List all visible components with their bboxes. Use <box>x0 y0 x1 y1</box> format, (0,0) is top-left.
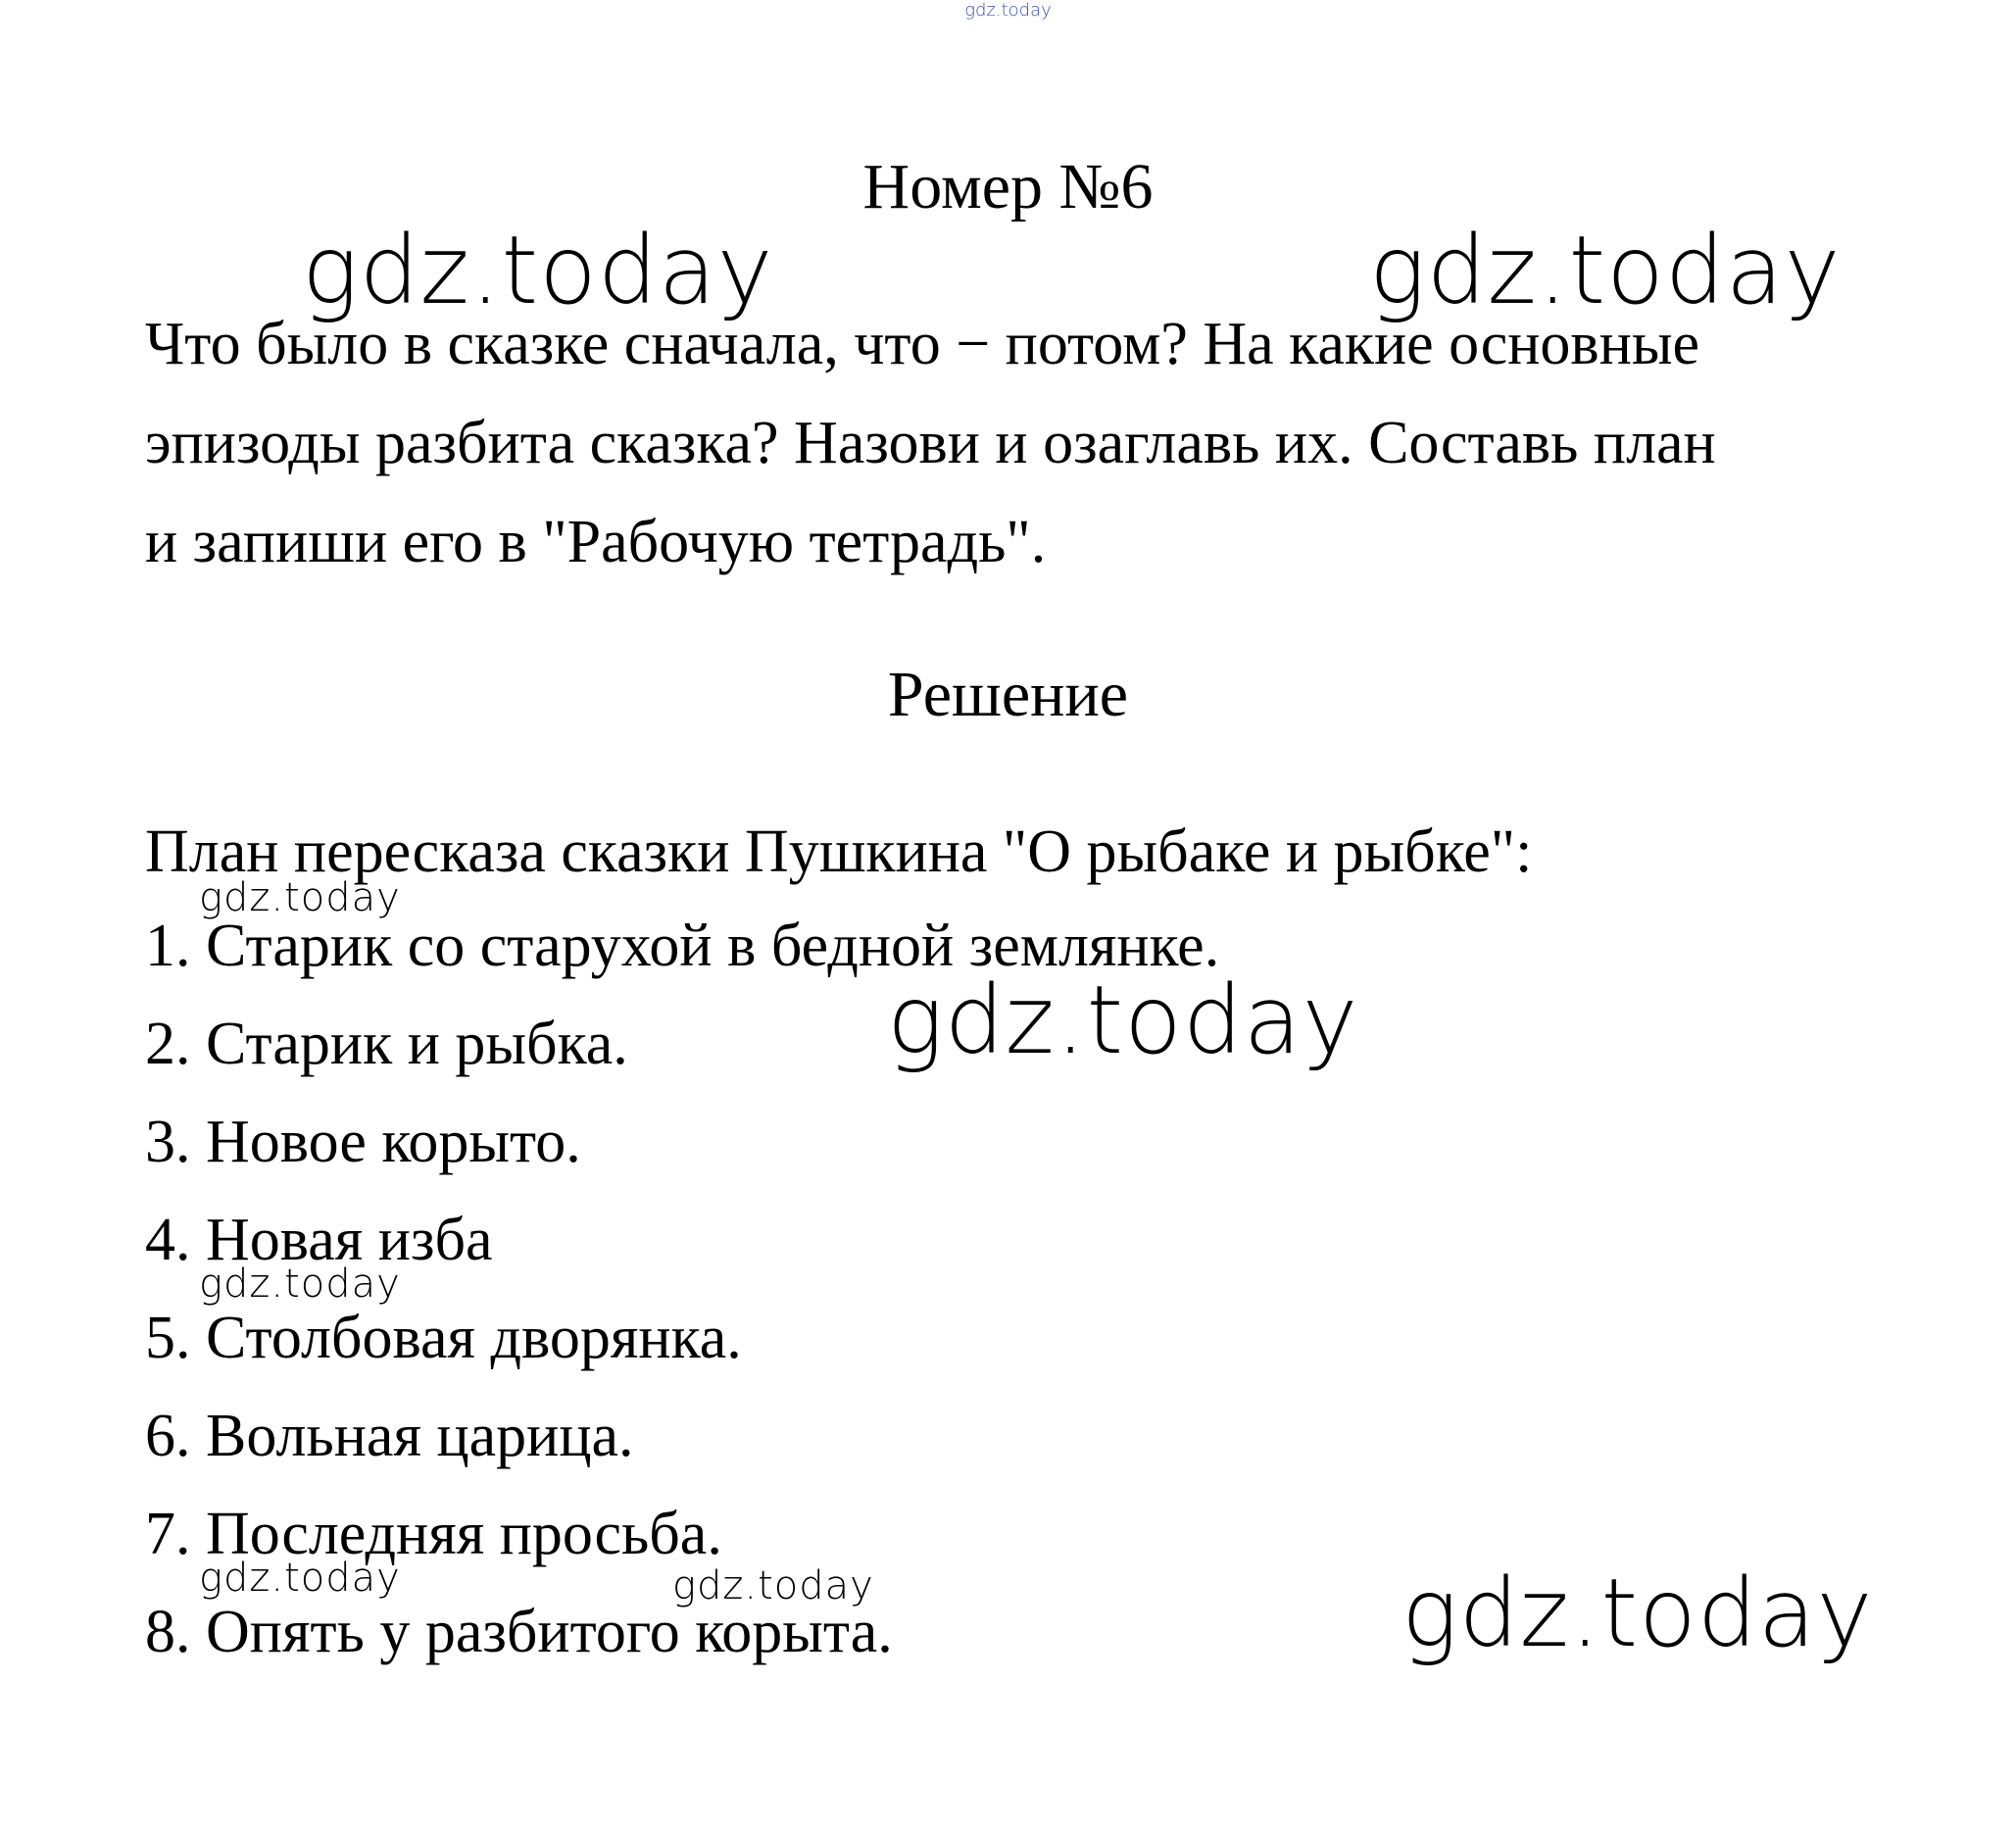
watermark: gdz.today <box>1401 1558 1874 1668</box>
plan-item: 5. Столбовая дворянка. <box>145 1305 742 1371</box>
watermark: gdz.today <box>199 1261 401 1307</box>
plan-item: 2. Старик и рыбка. <box>145 1011 628 1077</box>
question-line: и запиши его в "Рабочую тетрадь". <box>145 509 1047 575</box>
page-title: Номер №6 <box>862 151 1154 223</box>
plan-item: 4. Новая изба <box>145 1207 493 1273</box>
plan-item: 3. Новое корыто. <box>145 1109 581 1175</box>
question-line: эпизоды разбита сказка? Назови и озаглавь их. Составь план <box>145 410 1716 476</box>
solution-title: Решение <box>887 659 1129 730</box>
plan-heading: План пересказа сказки Пушкина "О рыбаке и рыбке": <box>145 818 1533 885</box>
plan-item: 8. Опять у разбитого корыта. <box>145 1599 893 1665</box>
watermark: gdz.today <box>199 1556 401 1601</box>
watermark: gdz.today <box>199 875 401 920</box>
watermark: gdz.today <box>672 1563 874 1608</box>
task-question <box>145 295 1899 592</box>
plan-item: 7. Последняя просьба. <box>145 1501 722 1567</box>
watermark: gdz.today <box>1369 216 1842 325</box>
watermark-top: gdz.today <box>964 0 1052 21</box>
watermark: gdz.today <box>887 965 1359 1075</box>
question-line: Что было в сказке сначала, что − потом? На какие основные <box>145 311 1700 377</box>
watermark: gdz.today <box>302 216 774 325</box>
plan-item: 6. Вольная царица. <box>145 1403 634 1469</box>
plan-item: 1. Старик со старухой в бедной землянке. <box>145 913 1220 979</box>
